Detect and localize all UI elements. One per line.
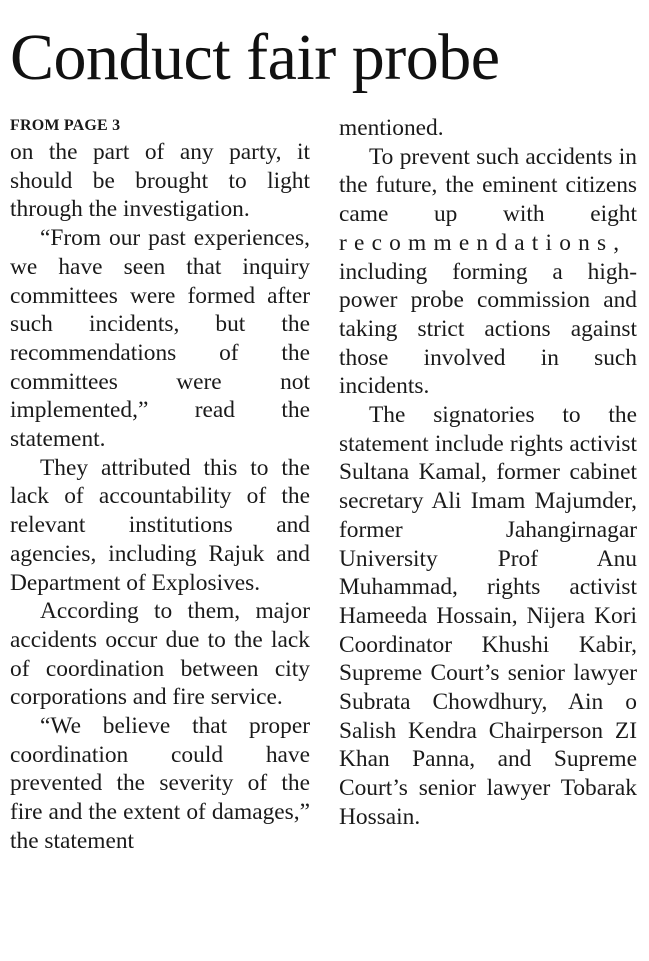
paragraph: “From our past experiences, we have seen that inquiry committees were formed after such incidents, but the recommendations of the committees were not implemented,” read the statement. — [10, 225, 310, 453]
paragraph: on the part of any party, it should be brought to light through the investigation. — [10, 139, 310, 223]
paragraph: “We believe that proper coordination could have prevented the severity of the fire and the extent of damages,” the statement — [10, 713, 310, 854]
paragraph: According to them, major accidents occur due to the lack of coordination between city corporations and fire service. — [10, 598, 310, 711]
headline: Conduct fair probe — [10, 21, 500, 94]
paragraph-text-spaced: recommendations, — [339, 229, 627, 256]
paragraph-text: To prevent such accidents in the future, the eminent citizens came up with eight — [339, 143, 637, 228]
jump-line: FROM PAGE 3 — [10, 117, 121, 134]
paragraph — [339, 143, 637, 401]
article-column-left — [10, 114, 310, 856]
paragraph: They attributed this to the lack of accountability of the relevant institutions and agencies, including Rajuk and Department of Explosives. — [10, 454, 310, 596]
paragraph: The signatories to the statement include rights activist Sultana Kamal, former cabinet secretary Ali Imam Majumder, former Jahangirnagar University Prof Anu Muhammad, rights activist Hameeda Hossain, Nijera Kori Coordinator Khushi Kabir, Supreme Court’s senior lawyer Subrata Chowdhury, Ain o Salish Kendra Chairperson ZI Khan Panna, and Supreme Court’s senior lawyer Tobarak Hossain. — [339, 402, 637, 830]
article-column-right — [339, 114, 637, 832]
paragraph: mentioned. — [339, 115, 444, 141]
paragraph-text: including forming a high-power probe commission and taking strict actions against those involved in such incidents. — [339, 258, 637, 400]
